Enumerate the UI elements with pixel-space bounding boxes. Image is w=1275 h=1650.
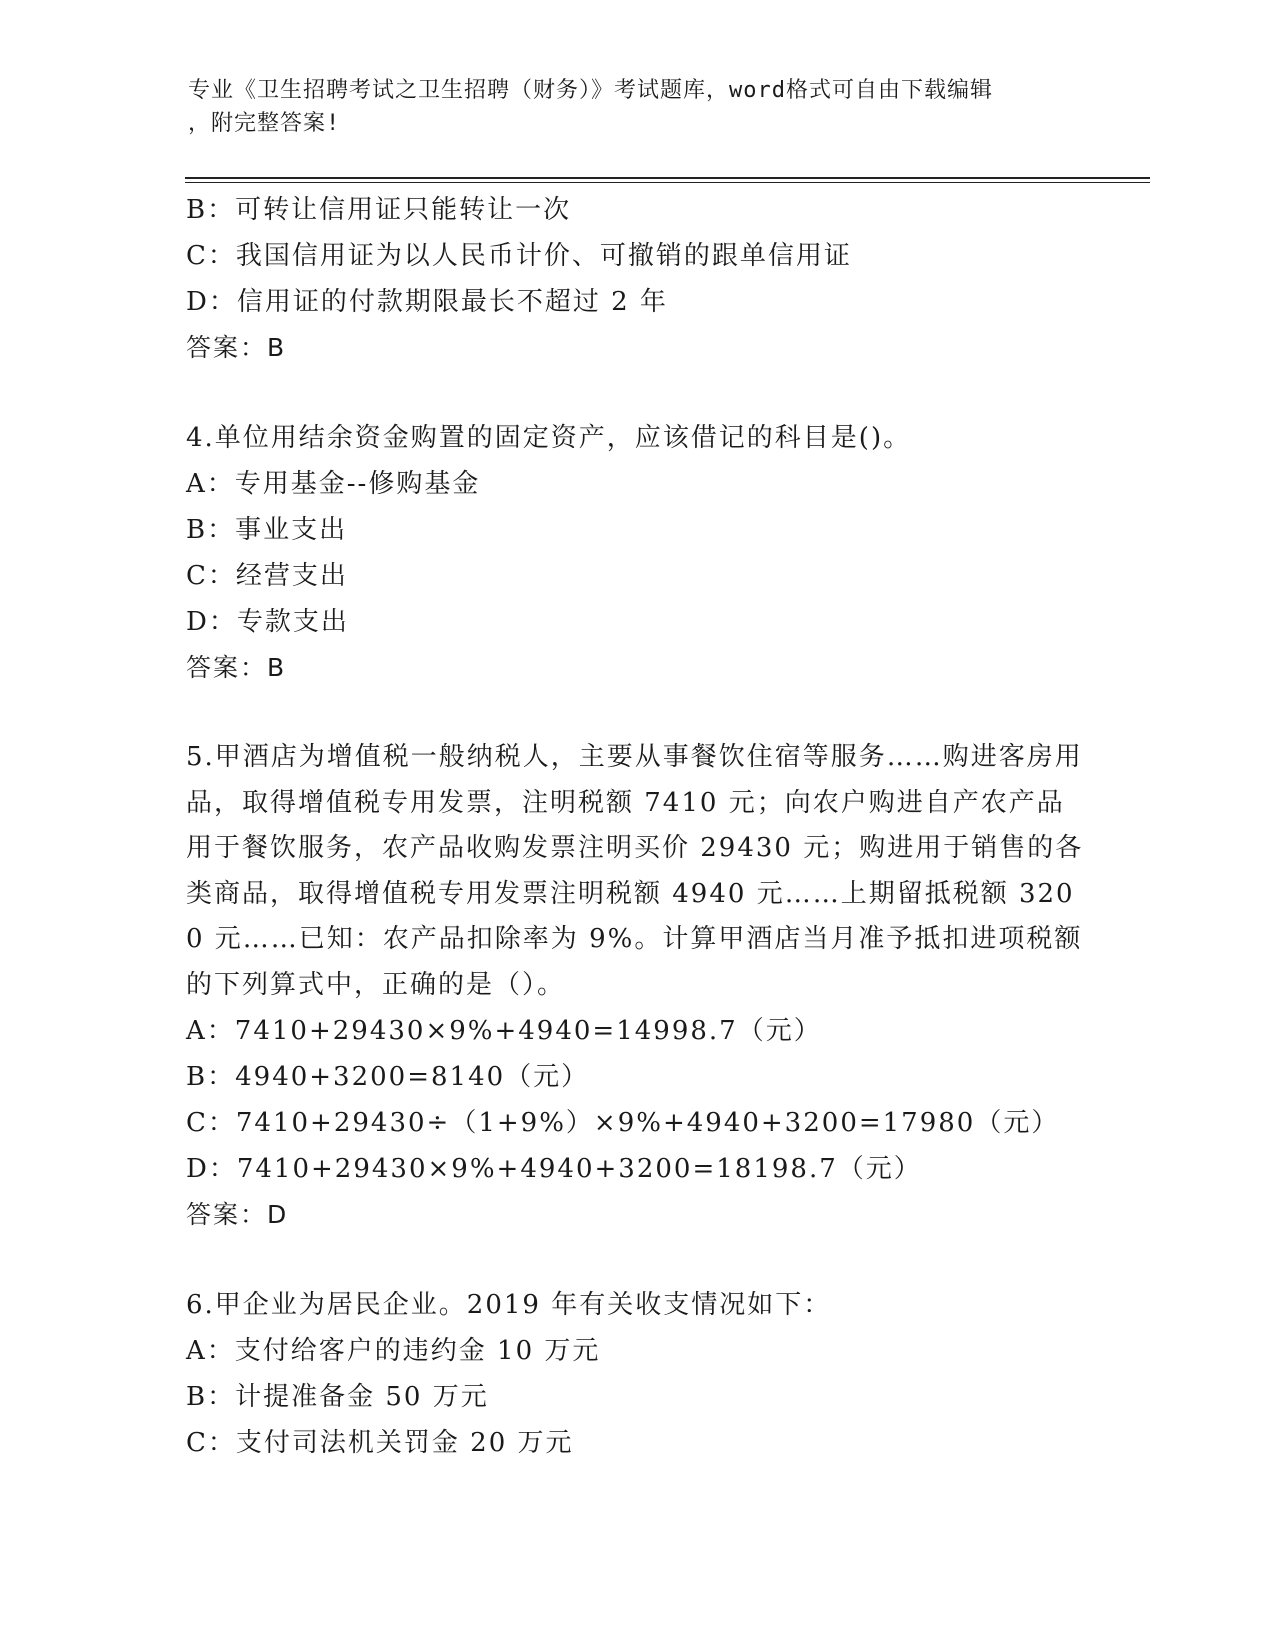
document-header	[188, 74, 1068, 140]
header-line-1: 专业《卫生招聘考试之卫生招聘（财务）》考试题库，word格式可自由下载编辑	[188, 78, 993, 103]
spacer	[186, 371, 1086, 415]
question-text: 5.甲酒店为增值税一般纳税人，主要从事餐饮住宿等服务……购进客房用品，取得增值税专用发票，注明税额 7410 元；向农户购进自产农产品用于餐饮服务，农产品收购发票注明买价 29430 元；购进用于销售的各类商品，取得增值税专用发票注明税额 4940 元……上期留抵税额 3200 元……已知：农产品扣除率为 9%。计算甲酒店当月准予抵扣进项税额的下列算式中，正确的是（）。	[186, 742, 1084, 1000]
option-c: C：7410+29430÷（1+9%）×9%+4940+3200=17980（元）	[186, 1108, 1060, 1138]
option-a: A：7410+29430×9%+4940=14998.7（元）	[186, 1016, 822, 1046]
header-divider-thin	[185, 182, 1150, 183]
option-b: B：可转让信用证只能转让一次	[186, 195, 572, 225]
header-divider-thick	[185, 177, 1150, 179]
option-c: C：支付司法机关罚金 20 万元	[186, 1428, 574, 1458]
spacer	[186, 691, 1086, 735]
header-line-2: ，附完整答案!	[188, 111, 341, 136]
option-b: B：计提准备金 50 万元	[186, 1382, 489, 1412]
spacer	[186, 1238, 1086, 1282]
option-b: B：事业支出	[186, 515, 348, 545]
option-c: C：经营支出	[186, 561, 348, 591]
option-b: B：4940+3200=8140（元）	[186, 1062, 590, 1092]
answer: 答案：B	[186, 333, 287, 362]
answer: 答案：B	[186, 653, 287, 682]
question-6	[186, 1282, 1086, 1466]
question-5	[186, 735, 1086, 1238]
option-a: A：专用基金--修购基金	[186, 469, 481, 499]
question-4	[186, 415, 1086, 691]
question-text: 6.甲企业为居民企业。2019 年有关收支情况如下：	[186, 1290, 832, 1320]
option-a: A：支付给客户的违约金 10 万元	[186, 1336, 601, 1366]
option-d: D：7410+29430×9%+4940+3200=18198.7（元）	[186, 1154, 922, 1184]
question-list	[186, 187, 1086, 1466]
option-d: D：信用证的付款期限最长不超过 2 年	[186, 287, 668, 317]
option-c: C：我国信用证为以人民币计价、可撤销的跟单信用证	[186, 241, 852, 271]
question-3	[186, 187, 1086, 371]
option-d: D：专款支出	[186, 607, 349, 637]
answer: 答案：D	[186, 1200, 289, 1229]
question-text: 4.单位用结余资金购置的固定资产，应该借记的科目是()。	[186, 423, 912, 453]
